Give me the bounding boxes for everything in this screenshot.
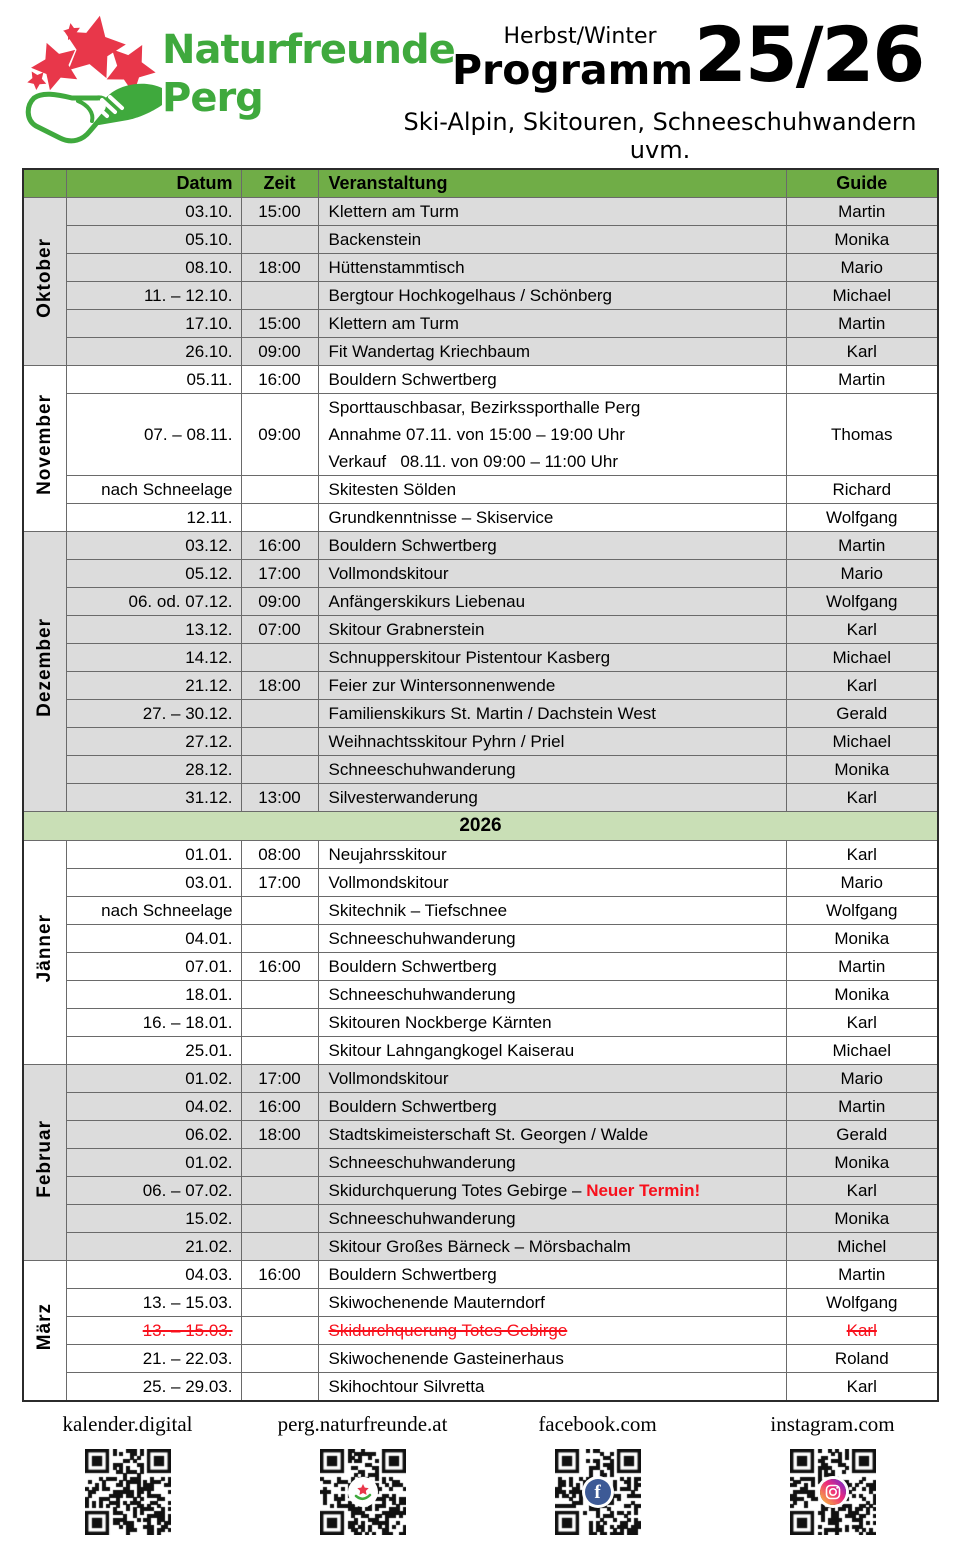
event-text: Feier zur Wintersonnenwende bbox=[328, 675, 556, 695]
program-row bbox=[23, 310, 938, 338]
program-row bbox=[23, 198, 938, 226]
event-text: Weihnachtsskitour Pyhrn / Priel bbox=[328, 731, 565, 751]
guide-cell: Wolfgang bbox=[786, 897, 938, 925]
footer-links bbox=[0, 1412, 960, 1535]
naturfreunde-logo-icon bbox=[20, 8, 165, 148]
event-cell bbox=[318, 560, 786, 588]
zeit-cell: 16:00 bbox=[241, 953, 318, 981]
datum-cell: 27.12. bbox=[66, 728, 241, 756]
zeit-cell bbox=[241, 700, 318, 728]
qr-label: instagram.com bbox=[770, 1412, 895, 1436]
event-text: Silvesterwanderung bbox=[328, 787, 478, 807]
event-cell bbox=[318, 841, 786, 869]
datum-cell: 31.12. bbox=[66, 784, 241, 812]
month-cell bbox=[23, 1065, 66, 1261]
zeit-cell: 18:00 bbox=[241, 254, 318, 282]
guide-cell: Michel bbox=[786, 1233, 938, 1261]
event-cell bbox=[318, 226, 786, 254]
event-cell bbox=[318, 953, 786, 981]
event-cell bbox=[318, 1177, 786, 1205]
qr-link-item bbox=[10, 1412, 245, 1535]
guide-cell: Monika bbox=[786, 226, 938, 254]
datum-cell: 27. – 30.12. bbox=[66, 700, 241, 728]
month-label: Februar bbox=[33, 1119, 55, 1198]
event-cell bbox=[318, 700, 786, 728]
guide-cell: Karl bbox=[786, 672, 938, 700]
program-row bbox=[23, 1373, 938, 1402]
guide-cell: Martin bbox=[786, 310, 938, 338]
event-cell bbox=[318, 1289, 786, 1317]
event-text: Skitesten Sölden bbox=[328, 479, 457, 499]
datum-cell: 25.01. bbox=[66, 1037, 241, 1065]
zeit-cell: 18:00 bbox=[241, 1121, 318, 1149]
zeit-cell: 07:00 bbox=[241, 616, 318, 644]
zeit-cell bbox=[241, 925, 318, 953]
event-cell bbox=[318, 644, 786, 672]
datum-cell: 17.10. bbox=[66, 310, 241, 338]
event-text: Anfängerskikurs Liebenau bbox=[328, 591, 526, 611]
event-cell bbox=[318, 897, 786, 925]
event-cell bbox=[318, 198, 786, 226]
program-row bbox=[23, 897, 938, 925]
event-text: Fit Wandertag Kriechbaum bbox=[328, 341, 531, 361]
brand-line1: Naturfreunde bbox=[162, 27, 455, 73]
datum-cell: 05.12. bbox=[66, 560, 241, 588]
event-cell bbox=[318, 981, 786, 1009]
datum-cell: 13.12. bbox=[66, 616, 241, 644]
event-cell bbox=[318, 728, 786, 756]
guide-cell: Karl bbox=[786, 616, 938, 644]
event-text: Hüttenstammtisch bbox=[328, 257, 465, 277]
zeit-cell: 16:00 bbox=[241, 532, 318, 560]
program-row bbox=[23, 1093, 938, 1121]
zeit-cell: 17:00 bbox=[241, 1065, 318, 1093]
event-text: Klettern am Turm bbox=[328, 313, 459, 333]
month-column-header bbox=[23, 169, 66, 198]
guide-cell: Martin bbox=[786, 198, 938, 226]
zeit-cell: 09:00 bbox=[241, 338, 318, 366]
datum-cell: 07.01. bbox=[66, 953, 241, 981]
event-cell bbox=[318, 504, 786, 532]
event-cell bbox=[318, 1205, 786, 1233]
guide-cell: Wolfgang bbox=[786, 588, 938, 616]
guide-cell: Karl bbox=[786, 338, 938, 366]
guide-cell: Mario bbox=[786, 869, 938, 897]
datum-cell: 12.11. bbox=[66, 504, 241, 532]
qr-link-item bbox=[480, 1412, 715, 1535]
qr-label: kalender.digital bbox=[62, 1412, 193, 1436]
program-year: 25/26 bbox=[694, 10, 924, 99]
guide-cell: Mario bbox=[786, 1065, 938, 1093]
program-row bbox=[23, 700, 938, 728]
program-row bbox=[23, 981, 938, 1009]
program-table bbox=[22, 168, 939, 1402]
event-text: Schnupperskitour Pistentour Kasberg bbox=[328, 647, 611, 667]
naturfreunde-mini-logo-icon bbox=[353, 1482, 373, 1502]
datum-cell: 07. – 08.11. bbox=[66, 394, 241, 476]
program-row bbox=[23, 616, 938, 644]
event-text: Bouldern Schwertberg bbox=[328, 956, 497, 976]
event-cell bbox=[318, 672, 786, 700]
program-row bbox=[23, 841, 938, 869]
zeit-cell: 17:00 bbox=[241, 869, 318, 897]
event-cell bbox=[318, 1121, 786, 1149]
program-row bbox=[23, 1233, 938, 1261]
column-header-zeit: Zeit bbox=[241, 169, 318, 198]
zeit-cell bbox=[241, 756, 318, 784]
datum-cell: nach Schneelage bbox=[66, 476, 241, 504]
guide-cell: Mario bbox=[786, 254, 938, 282]
program-row bbox=[23, 588, 938, 616]
column-header-veranstaltung: Veranstaltung bbox=[318, 169, 786, 198]
event-cell bbox=[318, 1261, 786, 1289]
guide-cell: Monika bbox=[786, 981, 938, 1009]
program-row bbox=[23, 728, 938, 756]
event-cell bbox=[318, 1093, 786, 1121]
datum-cell: 08.10. bbox=[66, 254, 241, 282]
guide-cell: Monika bbox=[786, 1205, 938, 1233]
datum-cell: 04.02. bbox=[66, 1093, 241, 1121]
program-row bbox=[23, 1037, 938, 1065]
event-text: Bergtour Hochkogelhaus / Schönberg bbox=[328, 285, 613, 305]
guide-cell: Karl bbox=[786, 1177, 938, 1205]
event-text: Vollmondskitour bbox=[328, 563, 449, 583]
guide-cell: Wolfgang bbox=[786, 1289, 938, 1317]
program-row bbox=[23, 1205, 938, 1233]
program-row bbox=[23, 1317, 938, 1345]
event-text: Skiwochenende Gasteinerhaus bbox=[328, 1348, 564, 1368]
event-text: Vollmondskitour bbox=[328, 872, 449, 892]
zeit-cell: 16:00 bbox=[241, 366, 318, 394]
datum-cell: 04.01. bbox=[66, 925, 241, 953]
event-cell bbox=[318, 366, 786, 394]
month-label: Jänner bbox=[33, 914, 55, 983]
qr-label: facebook.com bbox=[538, 1412, 657, 1436]
program-row bbox=[23, 672, 938, 700]
event-cell bbox=[318, 254, 786, 282]
program-label: Programm bbox=[452, 46, 694, 94]
program-subtitle: Ski-Alpin, Skitouren, Schneeschuhwandern uvm. bbox=[403, 108, 917, 164]
zeit-cell bbox=[241, 1345, 318, 1373]
datum-cell: 06.02. bbox=[66, 1121, 241, 1149]
event-cell bbox=[318, 532, 786, 560]
event-line: Verkauf 08.11. von 09:00 – 11:00 Uhr bbox=[328, 452, 619, 471]
guide-cell: Monika bbox=[786, 1149, 938, 1177]
event-text: Backenstein bbox=[328, 229, 422, 249]
month-cell bbox=[23, 198, 66, 366]
qr-link-item bbox=[245, 1412, 480, 1535]
event-cell bbox=[318, 1317, 786, 1345]
zeit-cell bbox=[241, 728, 318, 756]
program-row bbox=[23, 1177, 938, 1205]
program-row bbox=[23, 366, 938, 394]
zeit-cell bbox=[241, 644, 318, 672]
zeit-cell bbox=[241, 1373, 318, 1402]
datum-cell: 21.02. bbox=[66, 1233, 241, 1261]
qr-code-canvas bbox=[85, 1449, 171, 1535]
guide-cell: Michael bbox=[786, 728, 938, 756]
zeit-cell bbox=[241, 1037, 318, 1065]
datum-cell: 03.12. bbox=[66, 532, 241, 560]
guide-cell: Michael bbox=[786, 1037, 938, 1065]
program-row bbox=[23, 1065, 938, 1093]
month-cell bbox=[23, 532, 66, 812]
zeit-cell: 09:00 bbox=[241, 394, 318, 476]
guide-cell: Karl bbox=[786, 1009, 938, 1037]
event-cell bbox=[318, 1037, 786, 1065]
qr-code bbox=[790, 1449, 876, 1535]
zeit-cell: 13:00 bbox=[241, 784, 318, 812]
datum-cell: 03.10. bbox=[66, 198, 241, 226]
zeit-cell bbox=[241, 476, 318, 504]
datum-cell: 03.01. bbox=[66, 869, 241, 897]
event-cell bbox=[318, 1065, 786, 1093]
program-row bbox=[23, 532, 938, 560]
program-row bbox=[23, 1149, 938, 1177]
datum-cell: 05.10. bbox=[66, 226, 241, 254]
zeit-cell bbox=[241, 1177, 318, 1205]
guide-cell: Mario bbox=[786, 560, 938, 588]
event-line: Sporttauschbasar, Bezirkssporthalle Perg bbox=[328, 398, 641, 417]
event-text: Schneeschuhwanderung bbox=[328, 1152, 516, 1172]
zeit-cell: 15:00 bbox=[241, 198, 318, 226]
event-cell bbox=[318, 1345, 786, 1373]
zeit-cell bbox=[241, 897, 318, 925]
event-cell bbox=[318, 756, 786, 784]
naturfreunde-logo-icon bbox=[350, 1479, 376, 1505]
event-text: Schneeschuhwanderung bbox=[328, 1208, 516, 1228]
event-text: Familienskikurs St. Martin / Dachstein West bbox=[328, 703, 656, 723]
qr-label: perg.naturfreunde.at bbox=[277, 1412, 448, 1436]
guide-cell: Karl bbox=[786, 1317, 938, 1345]
program-row bbox=[23, 394, 938, 476]
month-cell bbox=[23, 1261, 66, 1402]
event-cell bbox=[318, 476, 786, 504]
event-cell bbox=[318, 616, 786, 644]
event-line: Annahme 07.11. von 15:00 – 19:00 Uhr bbox=[328, 425, 625, 444]
month-label: November bbox=[33, 394, 55, 495]
guide-cell: Karl bbox=[786, 1373, 938, 1402]
datum-cell: 28.12. bbox=[66, 756, 241, 784]
guide-cell: Roland bbox=[786, 1345, 938, 1373]
program-row bbox=[23, 1289, 938, 1317]
datum-cell: 14.12. bbox=[66, 644, 241, 672]
event-text: Bouldern Schwertberg bbox=[328, 1264, 497, 1284]
event-text: Bouldern Schwertberg bbox=[328, 535, 497, 555]
datum-cell: 26.10. bbox=[66, 338, 241, 366]
program-row bbox=[23, 644, 938, 672]
event-text: Bouldern Schwertberg bbox=[328, 369, 497, 389]
facebook-icon: f bbox=[585, 1479, 611, 1505]
qr-code bbox=[555, 1449, 641, 1535]
event-cell bbox=[318, 925, 786, 953]
event-text: Stadtskimeisterschaft St. Georgen / Walde bbox=[328, 1124, 649, 1144]
month-label: Oktober bbox=[33, 237, 55, 318]
guide-cell: Michael bbox=[786, 282, 938, 310]
event-text: Grundkenntnisse – Skiservice bbox=[328, 507, 554, 527]
program-row bbox=[23, 1261, 938, 1289]
event-cell bbox=[318, 310, 786, 338]
datum-cell: 11. – 12.10. bbox=[66, 282, 241, 310]
event-cell bbox=[318, 1149, 786, 1177]
qr-link-item bbox=[715, 1412, 950, 1535]
datum-cell: 18.01. bbox=[66, 981, 241, 1009]
zeit-cell bbox=[241, 1149, 318, 1177]
program-row bbox=[23, 1009, 938, 1037]
guide-cell: Martin bbox=[786, 366, 938, 394]
guide-cell: Karl bbox=[786, 841, 938, 869]
zeit-cell: 09:00 bbox=[241, 588, 318, 616]
datum-cell: 06. – 07.02. bbox=[66, 1177, 241, 1205]
event-text: Schneeschuhwanderung bbox=[328, 759, 516, 779]
zeit-cell bbox=[241, 1289, 318, 1317]
guide-cell: Martin bbox=[786, 1261, 938, 1289]
guide-cell: Martin bbox=[786, 1093, 938, 1121]
event-cell bbox=[318, 1009, 786, 1037]
qr-code bbox=[320, 1449, 406, 1535]
guide-cell: Thomas bbox=[786, 394, 938, 476]
event-text: Neujahrsskitour bbox=[328, 844, 447, 864]
program-row bbox=[23, 1345, 938, 1373]
zeit-cell: 16:00 bbox=[241, 1093, 318, 1121]
event-text: Skitouren Nockberge Kärnten bbox=[328, 1012, 552, 1032]
brand-line2: Perg bbox=[162, 75, 263, 121]
program-row bbox=[23, 226, 938, 254]
datum-cell: 01.02. bbox=[66, 1149, 241, 1177]
datum-cell: 06. od. 07.12. bbox=[66, 588, 241, 616]
datum-cell: 21. – 22.03. bbox=[66, 1345, 241, 1373]
zeit-cell bbox=[241, 504, 318, 532]
zeit-cell: 16:00 bbox=[241, 1261, 318, 1289]
zeit-cell: 18:00 bbox=[241, 672, 318, 700]
datum-cell: nach Schneelage bbox=[66, 897, 241, 925]
guide-cell: Wolfgang bbox=[786, 504, 938, 532]
datum-cell: 15.02. bbox=[66, 1205, 241, 1233]
datum-cell: 01.01. bbox=[66, 841, 241, 869]
event-text: Skiwochenende Mauterndorf bbox=[328, 1292, 545, 1312]
column-header-datum: Datum bbox=[66, 169, 241, 198]
program-row bbox=[23, 476, 938, 504]
qr-code bbox=[85, 1449, 171, 1535]
program-row bbox=[23, 560, 938, 588]
event-cell bbox=[318, 338, 786, 366]
month-label: Dezember bbox=[33, 618, 55, 717]
month-cell bbox=[23, 841, 66, 1065]
datum-cell: 13. – 15.03. bbox=[66, 1317, 241, 1345]
event-text: Klettern am Turm bbox=[328, 201, 459, 221]
table-header-row bbox=[23, 169, 938, 198]
guide-cell: Martin bbox=[786, 532, 938, 560]
zeit-cell bbox=[241, 282, 318, 310]
event-highlight: Neuer Termin! bbox=[586, 1180, 701, 1200]
guide-cell: Gerald bbox=[786, 700, 938, 728]
event-text: Skidurchquerung Totes Gebirge bbox=[328, 1320, 568, 1340]
season-label: Herbst/Winter bbox=[503, 24, 657, 49]
program-row bbox=[23, 338, 938, 366]
event-cell bbox=[318, 282, 786, 310]
program-row bbox=[23, 925, 938, 953]
zeit-cell bbox=[241, 1205, 318, 1233]
guide-cell: Gerald bbox=[786, 1121, 938, 1149]
guide-cell: Michael bbox=[786, 644, 938, 672]
program-row bbox=[23, 784, 938, 812]
program-row bbox=[23, 504, 938, 532]
zeit-cell bbox=[241, 1009, 318, 1037]
event-text: Skidurchquerung Totes Gebirge – bbox=[328, 1180, 587, 1200]
zeit-cell: 15:00 bbox=[241, 310, 318, 338]
event-cell bbox=[318, 1373, 786, 1402]
event-cell bbox=[318, 1233, 786, 1261]
zeit-cell: 17:00 bbox=[241, 560, 318, 588]
instagram-camera-icon bbox=[825, 1484, 841, 1500]
program-row bbox=[23, 953, 938, 981]
guide-cell: Monika bbox=[786, 756, 938, 784]
zeit-cell: 08:00 bbox=[241, 841, 318, 869]
guide-cell: Karl bbox=[786, 784, 938, 812]
event-text: Vollmondskitour bbox=[328, 1068, 449, 1088]
zeit-cell bbox=[241, 981, 318, 1009]
event-text: Skitour Grabnerstein bbox=[328, 619, 485, 639]
event-text: Skitechnik – Tiefschnee bbox=[328, 900, 508, 920]
event-text: Skihochtour Silvretta bbox=[328, 1376, 485, 1396]
column-header-guide: Guide bbox=[786, 169, 938, 198]
zeit-cell bbox=[241, 226, 318, 254]
zeit-cell bbox=[241, 1317, 318, 1345]
program-row bbox=[23, 282, 938, 310]
datum-cell: 16. – 18.01. bbox=[66, 1009, 241, 1037]
guide-cell: Richard bbox=[786, 476, 938, 504]
event-cell bbox=[318, 394, 786, 476]
event-text: Skitour Lahngangkogel Kaiserau bbox=[328, 1040, 575, 1060]
datum-cell: 01.02. bbox=[66, 1065, 241, 1093]
program-table-body bbox=[23, 198, 938, 1402]
guide-cell: Monika bbox=[786, 925, 938, 953]
event-text: Skitour Großes Bärneck – Mörsbachalm bbox=[328, 1236, 631, 1256]
datum-cell: 13. – 15.03. bbox=[66, 1289, 241, 1317]
event-text: Bouldern Schwertberg bbox=[328, 1096, 497, 1116]
instagram-icon bbox=[820, 1479, 846, 1505]
datum-cell: 04.03. bbox=[66, 1261, 241, 1289]
event-text: Schneeschuhwanderung bbox=[328, 984, 516, 1004]
year-divider-cell: 2026 bbox=[23, 812, 938, 841]
month-cell bbox=[23, 366, 66, 532]
month-label: März bbox=[33, 1302, 55, 1351]
program-row bbox=[23, 1121, 938, 1149]
year-divider-row bbox=[23, 812, 938, 841]
event-cell bbox=[318, 784, 786, 812]
zeit-cell bbox=[241, 1233, 318, 1261]
datum-cell: 05.11. bbox=[66, 366, 241, 394]
datum-cell: 25. – 29.03. bbox=[66, 1373, 241, 1402]
program-row bbox=[23, 869, 938, 897]
event-text: Schneeschuhwanderung bbox=[328, 928, 516, 948]
guide-cell: Martin bbox=[786, 953, 938, 981]
event-cell bbox=[318, 869, 786, 897]
program-row bbox=[23, 756, 938, 784]
event-cell bbox=[318, 588, 786, 616]
datum-cell: 21.12. bbox=[66, 672, 241, 700]
program-row bbox=[23, 254, 938, 282]
